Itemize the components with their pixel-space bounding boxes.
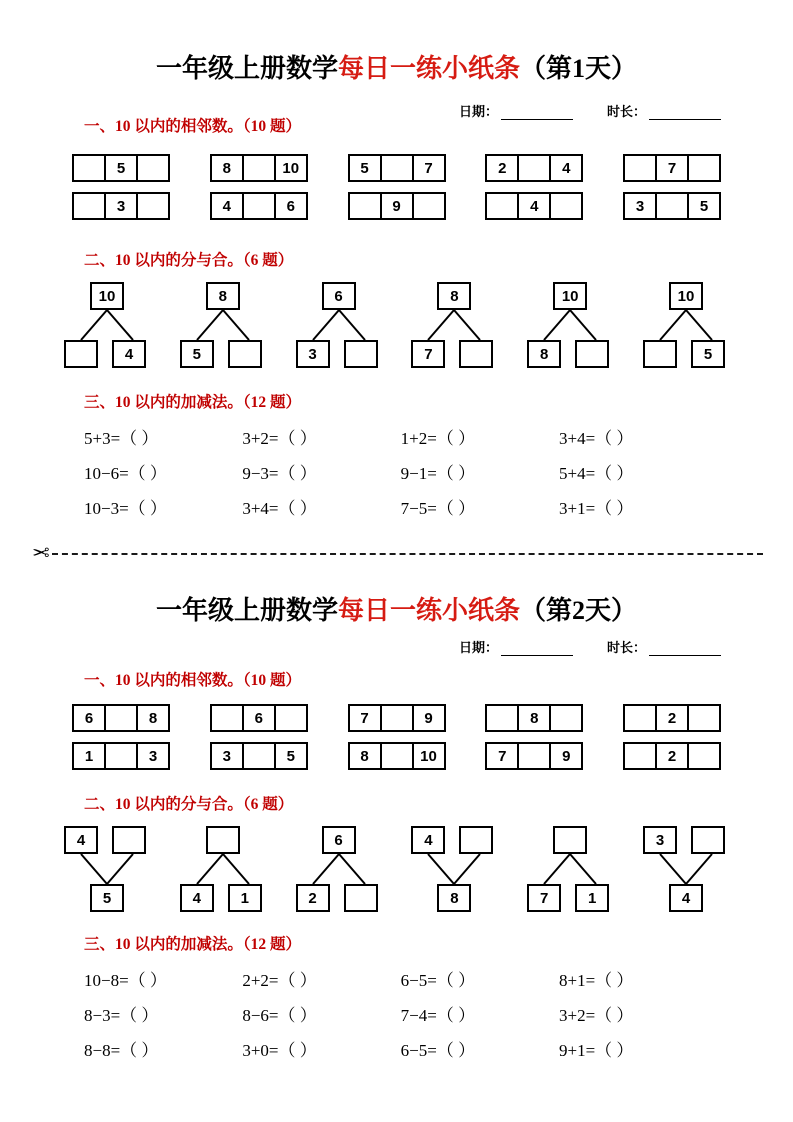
neighbor-value-cell: 2 [655,742,689,770]
bond-part-box-left-blank[interactable] [643,340,677,368]
section-heading-calc-day-1: 三、10 以内的加减法。（12 题） [84,394,302,411]
neighbor-value-cell: 6 [274,192,308,220]
bonds-row-day-2 [0,826,793,912]
section-heading-neighbors-day-2: 一、10 以内的相邻数。（10 题） [84,672,302,689]
bond-single-box: 6 [322,826,356,854]
bond-single-box: 4 [669,884,703,912]
neighbor-blank-cell[interactable] [623,742,657,770]
bond-part-box-right: 4 [112,340,146,368]
neighbors-row-2 [72,742,721,770]
neighbor-group [623,704,721,732]
neighbor-group [72,704,170,732]
section-heading-calc-day-2: 三、10 以内的加减法。（12 题） [84,936,302,953]
neighbor-value-cell: 3 [623,192,657,220]
page-title-day-2 [0,564,793,627]
neighbor-group [485,704,583,732]
neighbor-blank-cell[interactable] [517,154,551,182]
calc-problem[interactable]: 10−3=（ ） [84,499,167,518]
date-field[interactable] [459,101,573,120]
calc-problem[interactable]: 5+3=（ ） [84,429,159,448]
neighbor-group [348,154,446,182]
neighbor-blank-cell[interactable] [485,192,519,220]
bond-part-box-right-blank[interactable] [459,826,493,854]
neighbor-group [485,154,583,182]
number-bond [296,282,382,368]
number-bond [527,282,613,368]
duration-field[interactable] [607,101,721,120]
number-bond [643,282,729,368]
calc-problem[interactable]: 8+1=（ ） [558,971,634,990]
calc-problem[interactable]: 8−3=（ ） [84,1006,159,1025]
calc-problem[interactable]: 1+2=（ ） [400,429,476,448]
neighbor-group [348,742,446,770]
neighbors-row-2 [72,192,721,220]
bond-single-box: 8 [206,282,240,310]
date-label: 日期： [458,104,498,119]
bonds-row-day-1 [0,282,793,368]
neighbor-value-cell: 8 [136,704,170,732]
neighbor-blank-cell[interactable] [485,704,519,732]
neighbor-value-cell: 3 [136,742,170,770]
neighbor-blank-cell[interactable] [549,192,583,220]
neighbor-blank-cell[interactable] [72,154,106,182]
bond-single-box-blank[interactable] [553,826,587,854]
bond-part-box-right: 5 [691,340,725,368]
date-blank[interactable] [501,643,573,656]
neighbor-group [72,154,170,182]
calc-problem[interactable]: 3+0=（ ） [242,1041,317,1060]
section-heading-neighbors-day-1: 一、10 以内的相邻数。（10 题） [84,118,302,135]
neighbor-value-cell: 5 [274,742,308,770]
neighbor-blank-cell[interactable] [104,742,138,770]
neighbor-value-cell: 6 [72,704,106,732]
calc-problem[interactable]: 7−5=（ ） [400,499,476,518]
duration-label: 时长： [606,640,646,655]
calc-problem[interactable]: 5+4=（ ） [558,464,634,483]
bond-single-box: 10 [669,282,703,310]
neighbor-value-cell: 7 [412,154,446,182]
neighbor-value-cell: 1 [72,742,106,770]
bond-part-box-left: 8 [527,340,561,368]
bond-part-box-right-blank[interactable] [344,340,378,368]
neighbors-block-day-2 [0,704,793,770]
duration-field[interactable] [607,637,721,656]
calc-row [84,1001,709,1026]
date-field[interactable] [459,637,573,656]
neighbor-blank-cell[interactable] [687,154,721,182]
neighbor-group [210,742,308,770]
duration-blank[interactable] [649,107,721,120]
neighbor-group [210,192,308,220]
bond-part-box-right-blank[interactable] [691,826,725,854]
neighbor-group [485,742,583,770]
neighbor-group [623,742,721,770]
title-highlight: 每日一练小纸条 [337,54,520,83]
bond-part-box-right: 1 [228,884,262,912]
calc-problem[interactable]: 9−1=（ ） [400,464,476,483]
bond-single-box: 8 [437,884,471,912]
neighbor-value-cell: 8 [210,154,244,182]
neighbors-block-day-1 [0,154,793,220]
neighbor-value-cell: 4 [517,192,551,220]
neighbor-value-cell: 7 [348,704,382,732]
calc-block-day-2 [0,966,793,1061]
bond-single-box: 10 [553,282,587,310]
calc-problem[interactable]: 8−6=（ ） [242,1006,317,1025]
section-heading-bonds-day-2: 二、10 以内的分与合。（6 题） [84,796,294,813]
neighbor-value-cell: 10 [412,742,446,770]
bond-part-box-right: 1 [575,884,609,912]
calc-row [84,966,709,991]
calc-problem[interactable]: 7−4=（ ） [400,1006,476,1025]
worksheet-day-1 [0,0,793,519]
neighbor-blank-cell[interactable] [136,154,170,182]
number-bond [527,826,613,912]
duration-label: 时长： [606,104,646,119]
neighbor-blank-cell[interactable] [136,192,170,220]
neighbor-value-cell: 8 [517,704,551,732]
bond-single-box: 5 [90,884,124,912]
neighbor-group [72,192,170,220]
neighbor-blank-cell[interactable] [348,192,382,220]
neighbor-group [485,192,583,220]
neighbor-blank-cell[interactable] [687,704,721,732]
neighbor-value-cell: 10 [274,154,308,182]
neighbor-value-cell: 5 [687,192,721,220]
neighbor-blank-cell[interactable] [104,704,138,732]
page-title-day-1 [0,0,793,85]
neighbor-value-cell: 7 [655,154,689,182]
bond-part-box-right-blank[interactable] [228,340,262,368]
calc-block-day-1 [0,424,793,519]
bond-single-box: 8 [437,282,471,310]
title-suffix: （第1天） [520,54,638,83]
bond-part-box-left: 4 [411,826,445,854]
neighbor-value-cell: 2 [655,704,689,732]
calc-problem[interactable]: 10−6=（ ） [84,464,167,483]
bond-single-box-blank[interactable] [206,826,240,854]
title-highlight: 每日一练小纸条 [337,596,520,625]
calc-problem[interactable]: 3+2=（ ） [242,429,317,448]
neighbor-blank-cell[interactable] [549,704,583,732]
number-bond [64,282,150,368]
bond-part-box-left-blank[interactable] [64,340,98,368]
neighbor-group [210,154,308,182]
bond-part-box-left: 2 [296,884,330,912]
calc-row [84,424,709,449]
neighbor-value-cell: 6 [242,704,276,732]
number-bond [64,826,150,912]
title-prefix: 一年级上册数学 [155,54,338,83]
neighbor-blank-cell[interactable] [380,742,414,770]
cut-separator [0,543,793,564]
neighbor-blank-cell[interactable] [380,154,414,182]
number-bond [296,826,382,912]
neighbors-row-1 [72,154,721,182]
calc-problem[interactable]: 8−8=（ ） [84,1041,159,1060]
bond-single-box: 6 [322,282,356,310]
bond-part-box-left: 3 [296,340,330,368]
neighbor-blank-cell[interactable] [380,704,414,732]
bond-part-box-right-blank[interactable] [459,340,493,368]
bond-part-box-right-blank[interactable] [112,826,146,854]
calc-problem[interactable]: 3+4=（ ） [242,499,317,518]
neighbor-value-cell: 5 [104,154,138,182]
bond-part-box-left: 3 [643,826,677,854]
section-heading-bonds-day-1: 二、10 以内的分与合。（6 题） [84,252,294,269]
bond-part-box-left: 4 [180,884,214,912]
bond-part-box-left: 4 [64,826,98,854]
neighbor-value-cell: 7 [485,742,519,770]
bond-part-box-left: 7 [411,340,445,368]
neighbor-blank-cell[interactable] [242,192,276,220]
neighbor-blank-cell[interactable] [623,704,657,732]
neighbor-blank-cell[interactable] [242,154,276,182]
calc-problem[interactable]: 3+1=（ ） [558,499,634,518]
cut-dashed-line [52,553,763,555]
neighbor-group [623,192,721,220]
calc-problem[interactable]: 9+1=（ ） [558,1041,634,1060]
neighbor-blank-cell[interactable] [655,192,689,220]
neighbor-value-cell: 5 [348,154,382,182]
neighbor-value-cell: 3 [210,742,244,770]
neighbor-group [348,192,446,220]
calc-problem[interactable]: 6−5=（ ） [400,971,476,990]
duration-blank[interactable] [649,643,721,656]
neighbor-blank-cell[interactable] [210,704,244,732]
neighbor-blank-cell[interactable] [687,742,721,770]
neighbor-group [72,742,170,770]
number-bond [180,282,266,368]
meta-line-day-2 [0,637,793,656]
calc-problem[interactable]: 3+2=（ ） [558,1006,634,1025]
scissors-icon: ✂ [32,541,50,565]
title-prefix: 一年级上册数学 [155,596,338,625]
worksheet-day-2 [0,564,793,1061]
neighbor-value-cell: 2 [485,154,519,182]
bond-part-box-left: 5 [180,340,214,368]
neighbor-value-cell: 3 [104,192,138,220]
number-bond [411,282,497,368]
calc-problem[interactable]: 9−3=（ ） [242,464,317,483]
calc-row [84,459,709,484]
neighbor-blank-cell[interactable] [623,154,657,182]
date-blank[interactable] [501,107,573,120]
neighbor-value-cell: 9 [412,704,446,732]
neighbor-blank-cell[interactable] [517,742,551,770]
calc-row [84,1036,709,1061]
calc-problem[interactable]: 2+2=（ ） [242,971,317,990]
bond-single-box: 10 [90,282,124,310]
calc-row [84,494,709,519]
neighbor-blank-cell[interactable] [72,192,106,220]
calc-problem[interactable]: 3+4=（ ） [558,429,634,448]
number-bond [643,826,729,912]
neighbor-value-cell: 4 [549,154,583,182]
neighbor-value-cell: 8 [348,742,382,770]
neighbor-value-cell: 9 [549,742,583,770]
neighbor-value-cell: 9 [380,192,414,220]
neighbor-blank-cell[interactable] [412,192,446,220]
neighbors-row-1 [72,704,721,732]
neighbor-blank-cell[interactable] [274,704,308,732]
bond-part-box-right-blank[interactable] [344,884,378,912]
neighbor-group [623,154,721,182]
number-bond [411,826,497,912]
bond-part-box-right-blank[interactable] [575,340,609,368]
calc-problem[interactable]: 10−8=（ ） [84,971,167,990]
title-suffix: （第2天） [520,596,638,625]
date-label: 日期： [458,640,498,655]
neighbor-value-cell: 4 [210,192,244,220]
bond-part-box-left: 7 [527,884,561,912]
calc-problem[interactable]: 6−5=（ ） [400,1041,476,1060]
number-bond [180,826,266,912]
neighbor-group [348,704,446,732]
neighbor-blank-cell[interactable] [242,742,276,770]
neighbor-group [210,704,308,732]
